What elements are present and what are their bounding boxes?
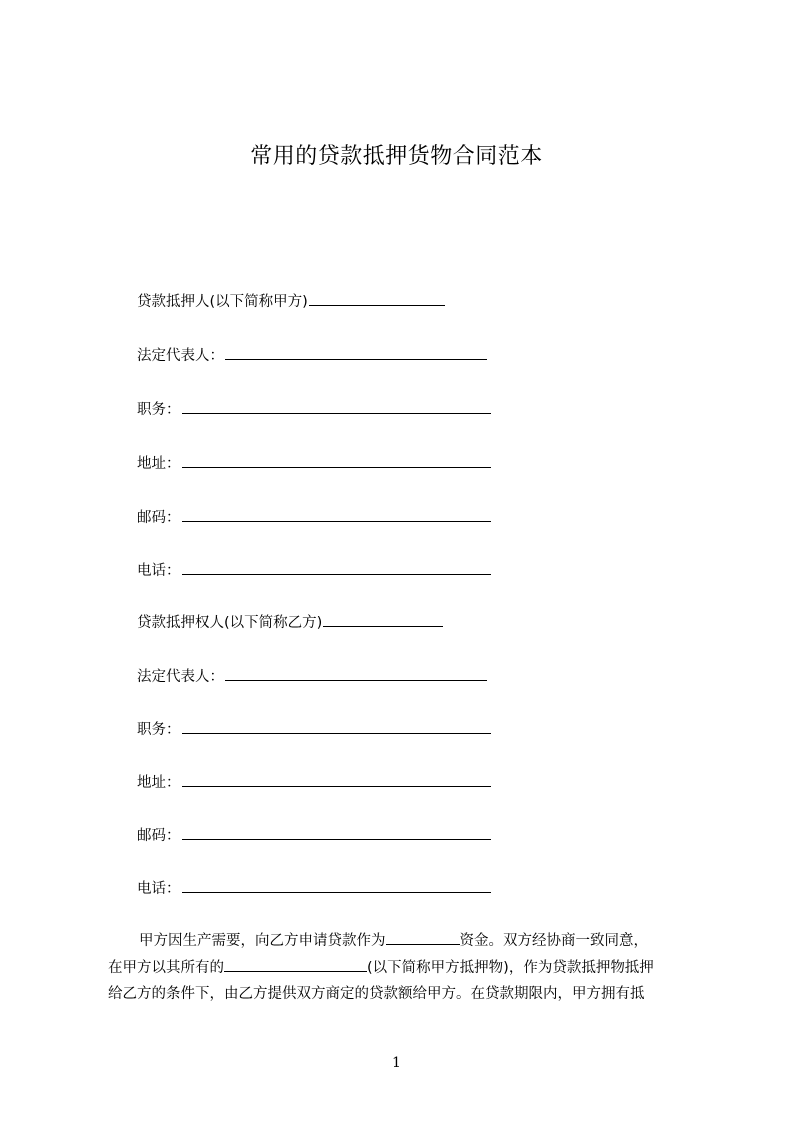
paragraph-text: 给乙方的条件下，由乙方提供双方商定的贷款额给甲方。在贷款期限内，甲方拥有抵 (108, 986, 645, 1002)
field-blank (225, 345, 487, 360)
field-blank (182, 719, 491, 734)
party-b-address-field (137, 772, 491, 793)
field-blank (182, 453, 491, 468)
party-b-name-blank (323, 612, 443, 627)
field-blank (182, 825, 491, 840)
page-number: 1 (392, 1055, 401, 1071)
field-label: 电话： (137, 563, 181, 579)
field-label: 法定代表人： (137, 348, 224, 364)
party-b-header (137, 612, 443, 633)
party-b-postcode-field (137, 825, 491, 846)
field-label: 职务： (137, 402, 181, 418)
field-blank (182, 507, 491, 522)
field-blank (182, 878, 491, 893)
paragraph-text: 在甲方以其所有的 (108, 959, 224, 976)
party-a-representative-field (137, 345, 487, 366)
party-a-name-blank (309, 291, 445, 306)
paragraph-line (108, 981, 698, 1008)
party-a-header (137, 291, 445, 312)
purpose-blank (386, 930, 460, 945)
field-label: 地址： (137, 775, 181, 791)
paragraph-text: 甲方因生产需要，向乙方申请贷款作为 (139, 933, 386, 949)
body-paragraph (108, 928, 698, 1008)
field-label: 邮码： (137, 828, 181, 844)
paragraph-line (108, 955, 698, 982)
field-blank (182, 560, 491, 575)
property-blank (224, 957, 367, 972)
party-b-position-field (137, 719, 491, 740)
party-a-phone-field (137, 560, 491, 581)
party-b-header-label: 贷款抵押权人(以下简称乙方) (137, 615, 323, 631)
party-a-header-label: 贷款抵押人(以下简称甲方) (137, 294, 308, 310)
field-blank (182, 772, 491, 787)
party-b-representative-field (137, 666, 487, 687)
paragraph-line (108, 928, 698, 955)
field-label: 邮码： (137, 510, 181, 526)
page-title: 常用的贷款抵押货物合同范本 (250, 144, 543, 169)
paragraph-text: 资金。双方经协商一致同意， (459, 933, 648, 949)
field-label: 地址： (137, 456, 181, 472)
field-label: 职务： (137, 722, 181, 738)
party-a-position-field (137, 399, 491, 420)
field-label: 法定代表人： (137, 669, 224, 685)
party-a-postcode-field (137, 507, 491, 528)
field-label: 电话： (137, 881, 181, 897)
party-a-address-field (137, 453, 491, 474)
field-blank (182, 399, 491, 414)
party-b-phone-field (137, 878, 491, 899)
paragraph-text: (以下简称甲方抵押物)，作为贷款抵押物抵押 (367, 959, 654, 976)
field-blank (225, 666, 487, 681)
